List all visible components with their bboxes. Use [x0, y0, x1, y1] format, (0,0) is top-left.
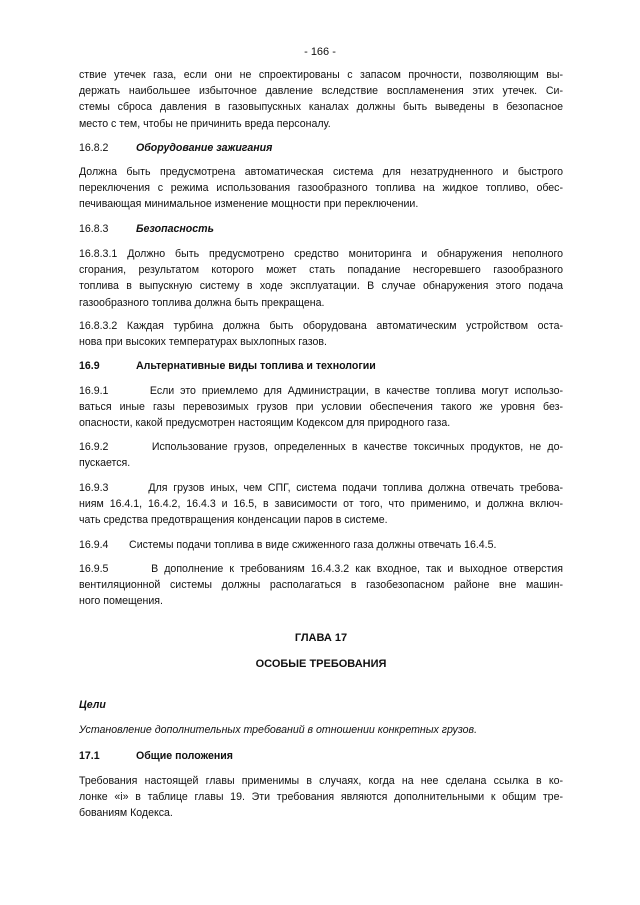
text-line: ствие утечек газа, если они не спроектированы с запасом прочности, позволяющим вы- — [79, 69, 563, 81]
paragraph-16-9-2 — [79, 439, 563, 471]
text-line: Должна быть предусмотрена автоматическая система для незатрудненного и быстрого — [79, 166, 563, 178]
paragraph-16-8-2 — [79, 164, 563, 213]
heading-16-9 — [79, 358, 376, 374]
text-line: Требования настоящей главы применимы в случаях, когда на нее сделана ссылка в ко- — [79, 775, 563, 787]
text-line: опасности, какой предусмотрен настоящим Кодексом для природного газа. — [79, 417, 451, 430]
text-line: стемы сброса давления в газовыпускных каналах должны быть выведены в безопасное — [79, 101, 563, 114]
section-title: Общие положения — [136, 750, 233, 762]
text-line: сгорания, результатом которого может стать попадание несгоревшего газообразного — [79, 264, 563, 277]
section-title: Оборудование зажигания — [136, 142, 273, 154]
paragraph-16-8-3-2 — [79, 318, 563, 350]
text-line: чать средства предотвращения конденсации паров в системе. — [79, 514, 388, 527]
text-line: держать наибольшее избыточное давление вследствие воспламенения этих утечек. Си- — [79, 85, 563, 98]
chapter-title: ОСОБЫЕ ТРЕБОВАНИЯ — [255, 658, 387, 670]
heading-16-8-3 — [79, 221, 214, 237]
text-line: 16.8.3.2 Каждая турбина должна быть оборудована автоматическим устройством оста- — [79, 320, 563, 332]
text-line: пускается. — [79, 457, 131, 470]
text-line: 16.9.1 Если это приемлемо для Администрации, в качестве топлива могут использо- — [79, 385, 563, 397]
text-line: топлива в выпускную систему в ходе эксплуатации. В случае обнаружения этого подача — [79, 280, 563, 293]
text-line: 16.9.4 Системы подачи топлива в виде сжиженного газа должны отвечать 16.4.5. — [79, 539, 497, 551]
text-line: ниям 16.4.1, 16.4.2, 16.4.3 и 16.5, в зависимости от того, что применимо, и должна включ- — [79, 498, 563, 511]
text-line: место с тем, чтобы не причинить вреда персоналу. — [79, 117, 331, 130]
paragraph-16-9-3 — [79, 480, 563, 529]
text-line: 16.9.3 Для грузов иных, чем СПГ, система подачи топлива должна отвечать требова- — [79, 482, 563, 494]
section-number: 16.8.3 — [79, 223, 109, 235]
page-number: - 166 - — [304, 46, 336, 58]
chapter-label: ГЛАВА 17 — [294, 632, 348, 644]
section-number: 17.1 — [79, 750, 100, 762]
text-line: переключения с режима использования газообразного топлива на жидкое топливо, обес- — [79, 182, 563, 195]
text-line: вентиляционной системы должны располагаться в газобезопасном районе вне машин- — [79, 579, 563, 592]
goals-heading: Цели — [79, 699, 106, 711]
text-line: 16.9.2 Использование грузов, определенных в качестве токсичных продуктов, не до- — [79, 441, 563, 453]
text-line: ного помещения. — [79, 595, 163, 608]
section-title: Альтернативные виды топлива и технологии — [136, 360, 376, 372]
heading-17-1 — [79, 748, 233, 764]
text-line: лонке «i» в таблице главы 19. Эти требования являются дополнительными к общим тре- — [79, 791, 563, 804]
text-line: печивающая минимальное изменение мощности при переключении. — [79, 198, 419, 211]
text-line: 16.8.3.1 Должно быть предусмотрено средство мониторинга и обнаружения неполного — [79, 248, 563, 260]
paragraph-16-9-5 — [79, 561, 563, 610]
paragraph-16-9-4 — [79, 537, 563, 553]
paragraph-16-9-1 — [79, 383, 563, 432]
text-line: нова при высоких температурах выхлопных газов. — [79, 336, 327, 349]
text-line: газообразного топлива должна быть прекращена. — [79, 296, 325, 309]
text-line: ваться иные газы перевозимых грузов при условии обеспечения такого же уровня без- — [79, 401, 563, 414]
paragraph-17-1 — [79, 773, 563, 822]
goals-text: Установление дополнительных требований в отношении конкретных грузов. — [79, 724, 478, 736]
section-number: 16.8.2 — [79, 142, 109, 154]
paragraph-16-8-3-1 — [79, 246, 563, 311]
section-title: Безопасность — [136, 223, 214, 235]
paragraph-intro — [79, 67, 563, 132]
text-line: 16.9.5 В дополнение к требованиям 16.4.3.2 как входное, так и выходное отверстия — [79, 563, 563, 575]
heading-16-8-2 — [79, 140, 272, 156]
section-number: 16.9 — [79, 360, 100, 372]
text-line: бованиям Кодекса. — [79, 807, 173, 820]
